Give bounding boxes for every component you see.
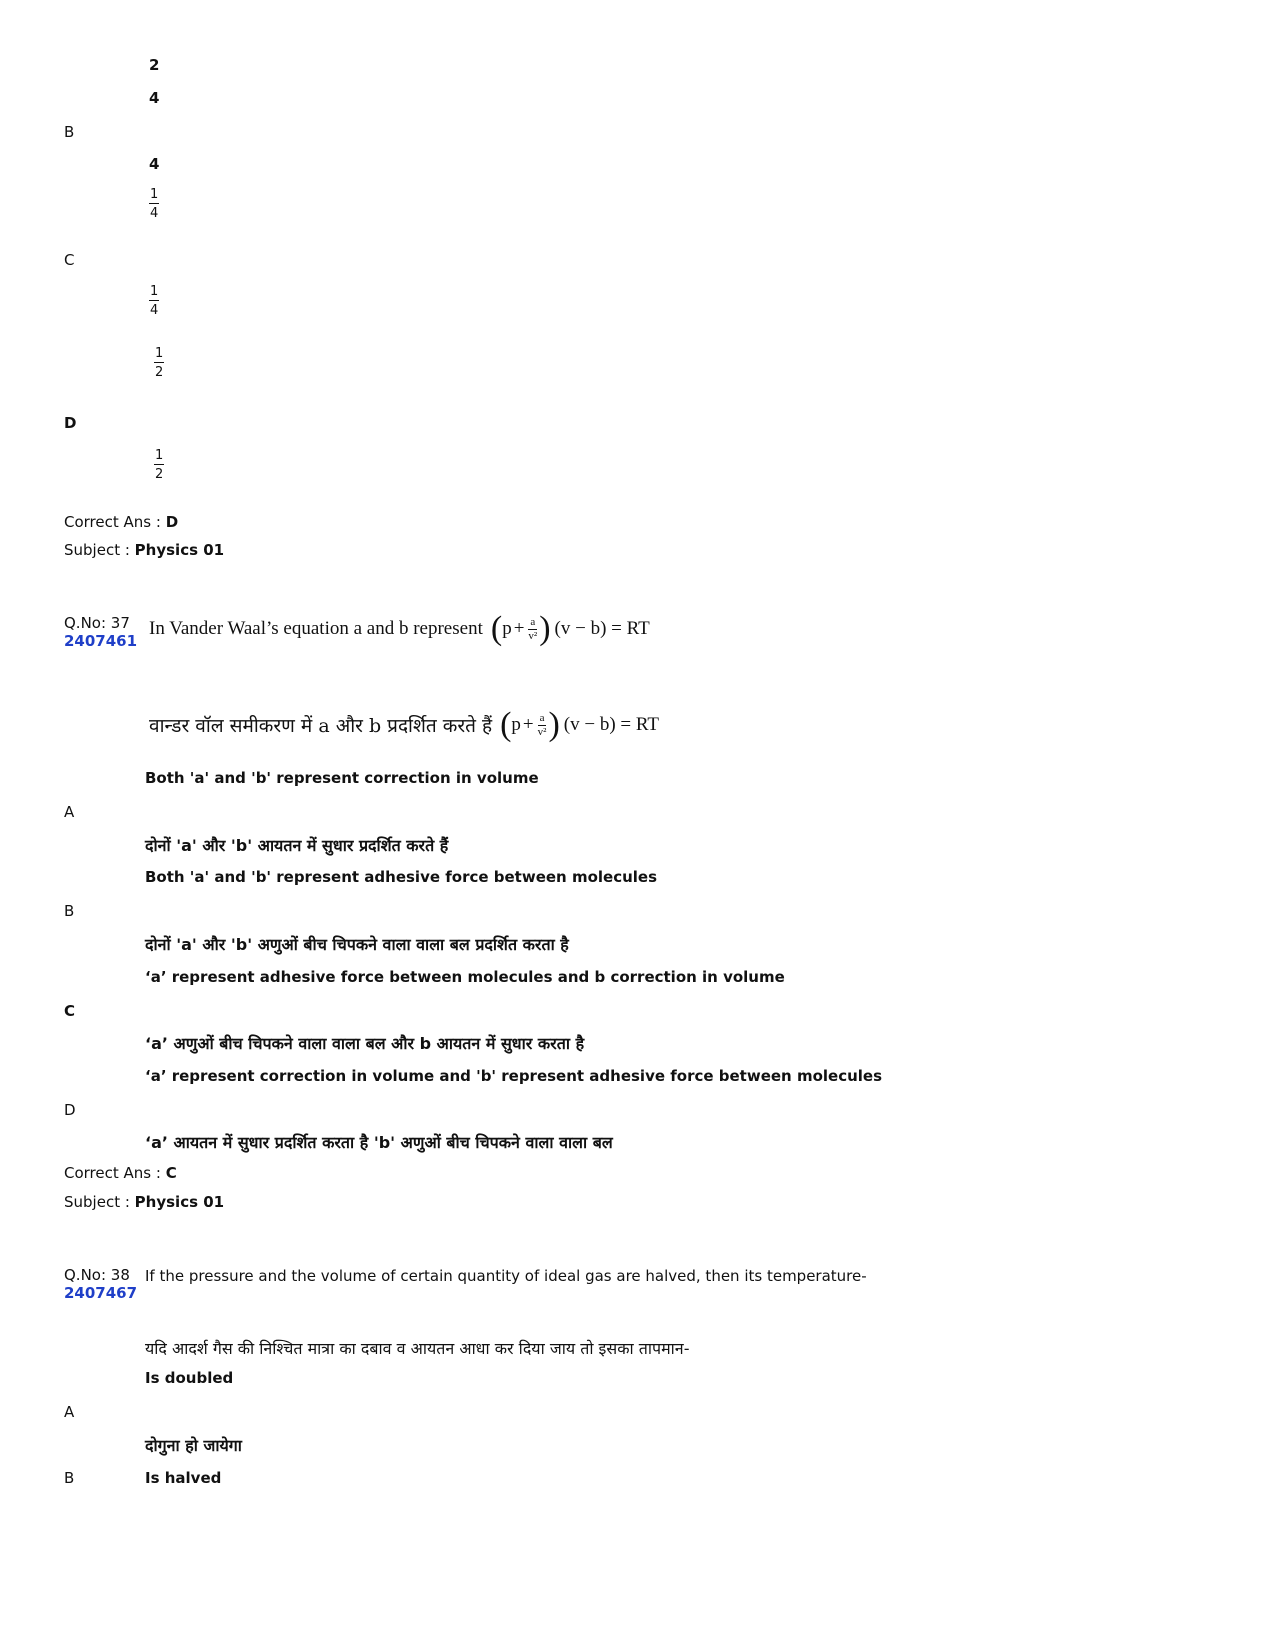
- question-id[interactable]: 2407467: [64, 1284, 138, 1302]
- right-paren: ): [539, 610, 551, 647]
- question-number-label: Q.No: 37: [64, 614, 130, 632]
- q37-option-d-en: ‘a’ represent correction in volume and 'b' represent adhesive force between molecules: [145, 1067, 883, 1085]
- prev-option-b-line1: 4: [149, 155, 160, 173]
- eq-rest: (v − b) = RT: [563, 714, 660, 735]
- eq-rest: (v − b) = RT: [554, 618, 650, 639]
- prev-option-d-letter: D: [64, 414, 77, 432]
- eq-p: p: [502, 618, 512, 639]
- frac-denominator: 4: [150, 205, 159, 221]
- q38-text-hi: यदि आदर्श गैस की निश्चित मात्रा का दबाव व आयतन आधा कर दिया जाय तो इसका तापमान-: [145, 1339, 690, 1358]
- q37-option-a-en: Both 'a' and 'b' represent correction in volume: [145, 769, 539, 787]
- prev-option-a-line2: 4: [149, 89, 160, 107]
- subject-label: Subject :: [64, 1193, 135, 1211]
- q38-option-a-letter: A: [64, 1403, 75, 1421]
- q37-option-c-letter: C: [64, 1002, 76, 1020]
- frac-numerator: 1: [155, 448, 164, 463]
- left-paren: (: [490, 610, 503, 647]
- q37-correct-answer: [64, 1164, 177, 1182]
- prev-option-d-fraction: [154, 449, 164, 482]
- q38-option-b-en: Is halved: [145, 1469, 222, 1487]
- q37-number: [64, 614, 137, 650]
- prev-subject: [64, 541, 224, 559]
- left-paren: (: [500, 706, 512, 743]
- q37-text-en: [149, 612, 650, 646]
- q38-option-a-en: Is doubled: [145, 1369, 234, 1387]
- eq-frac-den: v²: [528, 629, 538, 642]
- question-text-hindi: वान्डर वॉल समीकरण में a और b प्रदर्शित करते हैं: [149, 715, 493, 737]
- q37-option-c-hi: ‘a’ अणुओं बीच चिपकने वाला वाला बल और b आयतन में सुधार करता है: [145, 1034, 585, 1053]
- q38-text-en: If the pressure and the volume of certain quantity of ideal gas are halved, then its temperature-: [145, 1267, 867, 1285]
- prev-option-b-fraction: [149, 188, 159, 221]
- prev-option-c-fraction-1: [149, 285, 159, 318]
- prev-option-b-letter: B: [64, 123, 75, 141]
- prev-option-c-letter: C: [64, 251, 75, 269]
- frac-numerator: 1: [150, 284, 159, 299]
- correct-answer-value: D: [165, 513, 179, 531]
- q37-subject: [64, 1193, 224, 1211]
- prev-option-c-fraction-2: [154, 347, 164, 380]
- correct-answer-label: Correct Ans :: [64, 513, 166, 531]
- right-paren: ): [548, 706, 560, 743]
- question-id[interactable]: 2407461: [64, 632, 138, 650]
- q37-text-hi: [149, 708, 659, 742]
- eq-frac-num: a: [530, 615, 536, 628]
- q37-option-a-hi: दोनों 'a' और 'b' आयतन में सुधार प्रदर्शित करते हैं: [145, 836, 449, 855]
- q37-option-d-hi: ‘a’ आयतन में सुधार प्रदर्शित करता है 'b' अणुओं बीच चिपकने वाला वाला बल: [145, 1133, 613, 1152]
- question-text: In Vander Waal’s equation a and b represent: [149, 618, 483, 639]
- question-number-label: Q.No: 38: [64, 1266, 130, 1284]
- subject-label: Subject :: [64, 541, 135, 559]
- subject-value: Physics 01: [134, 541, 225, 559]
- q38-number: [64, 1266, 137, 1302]
- q37-option-b-letter: B: [64, 902, 75, 920]
- prev-option-a-line1: 2: [149, 56, 160, 74]
- correct-answer-value: C: [165, 1164, 177, 1182]
- frac-denominator: 2: [155, 466, 164, 482]
- frac-denominator: 2: [155, 364, 164, 380]
- frac-numerator: 1: [150, 187, 159, 202]
- q37-option-a-letter: A: [64, 803, 75, 821]
- q37-option-b-hi: दोनों 'a' और 'b' अणुओं बीच चिपकने वाला वाला बल प्रदर्शित करता है: [145, 935, 569, 954]
- subject-value: Physics 01: [134, 1193, 225, 1211]
- prev-correct-answer: [64, 513, 178, 531]
- eq-plus: +: [522, 714, 534, 735]
- eq-frac-num: a: [539, 711, 545, 724]
- eq-frac-den: v²: [537, 725, 547, 738]
- q37-option-b-en: Both 'a' and 'b' represent adhesive force between molecules: [145, 868, 658, 886]
- frac-denominator: 4: [150, 302, 159, 318]
- eq-plus: +: [513, 618, 525, 639]
- q38-option-b-letter: B: [64, 1469, 75, 1487]
- frac-numerator: 1: [155, 346, 164, 361]
- q37-option-c-en: ‘a’ represent adhesive force between molecules and b correction in volume: [145, 968, 785, 986]
- q38-option-a-hi: दोगुना हो जायेगा: [145, 1436, 242, 1455]
- correct-answer-label: Correct Ans :: [64, 1164, 166, 1182]
- eq-p: p: [511, 714, 521, 735]
- q37-option-d-letter: D: [64, 1101, 76, 1119]
